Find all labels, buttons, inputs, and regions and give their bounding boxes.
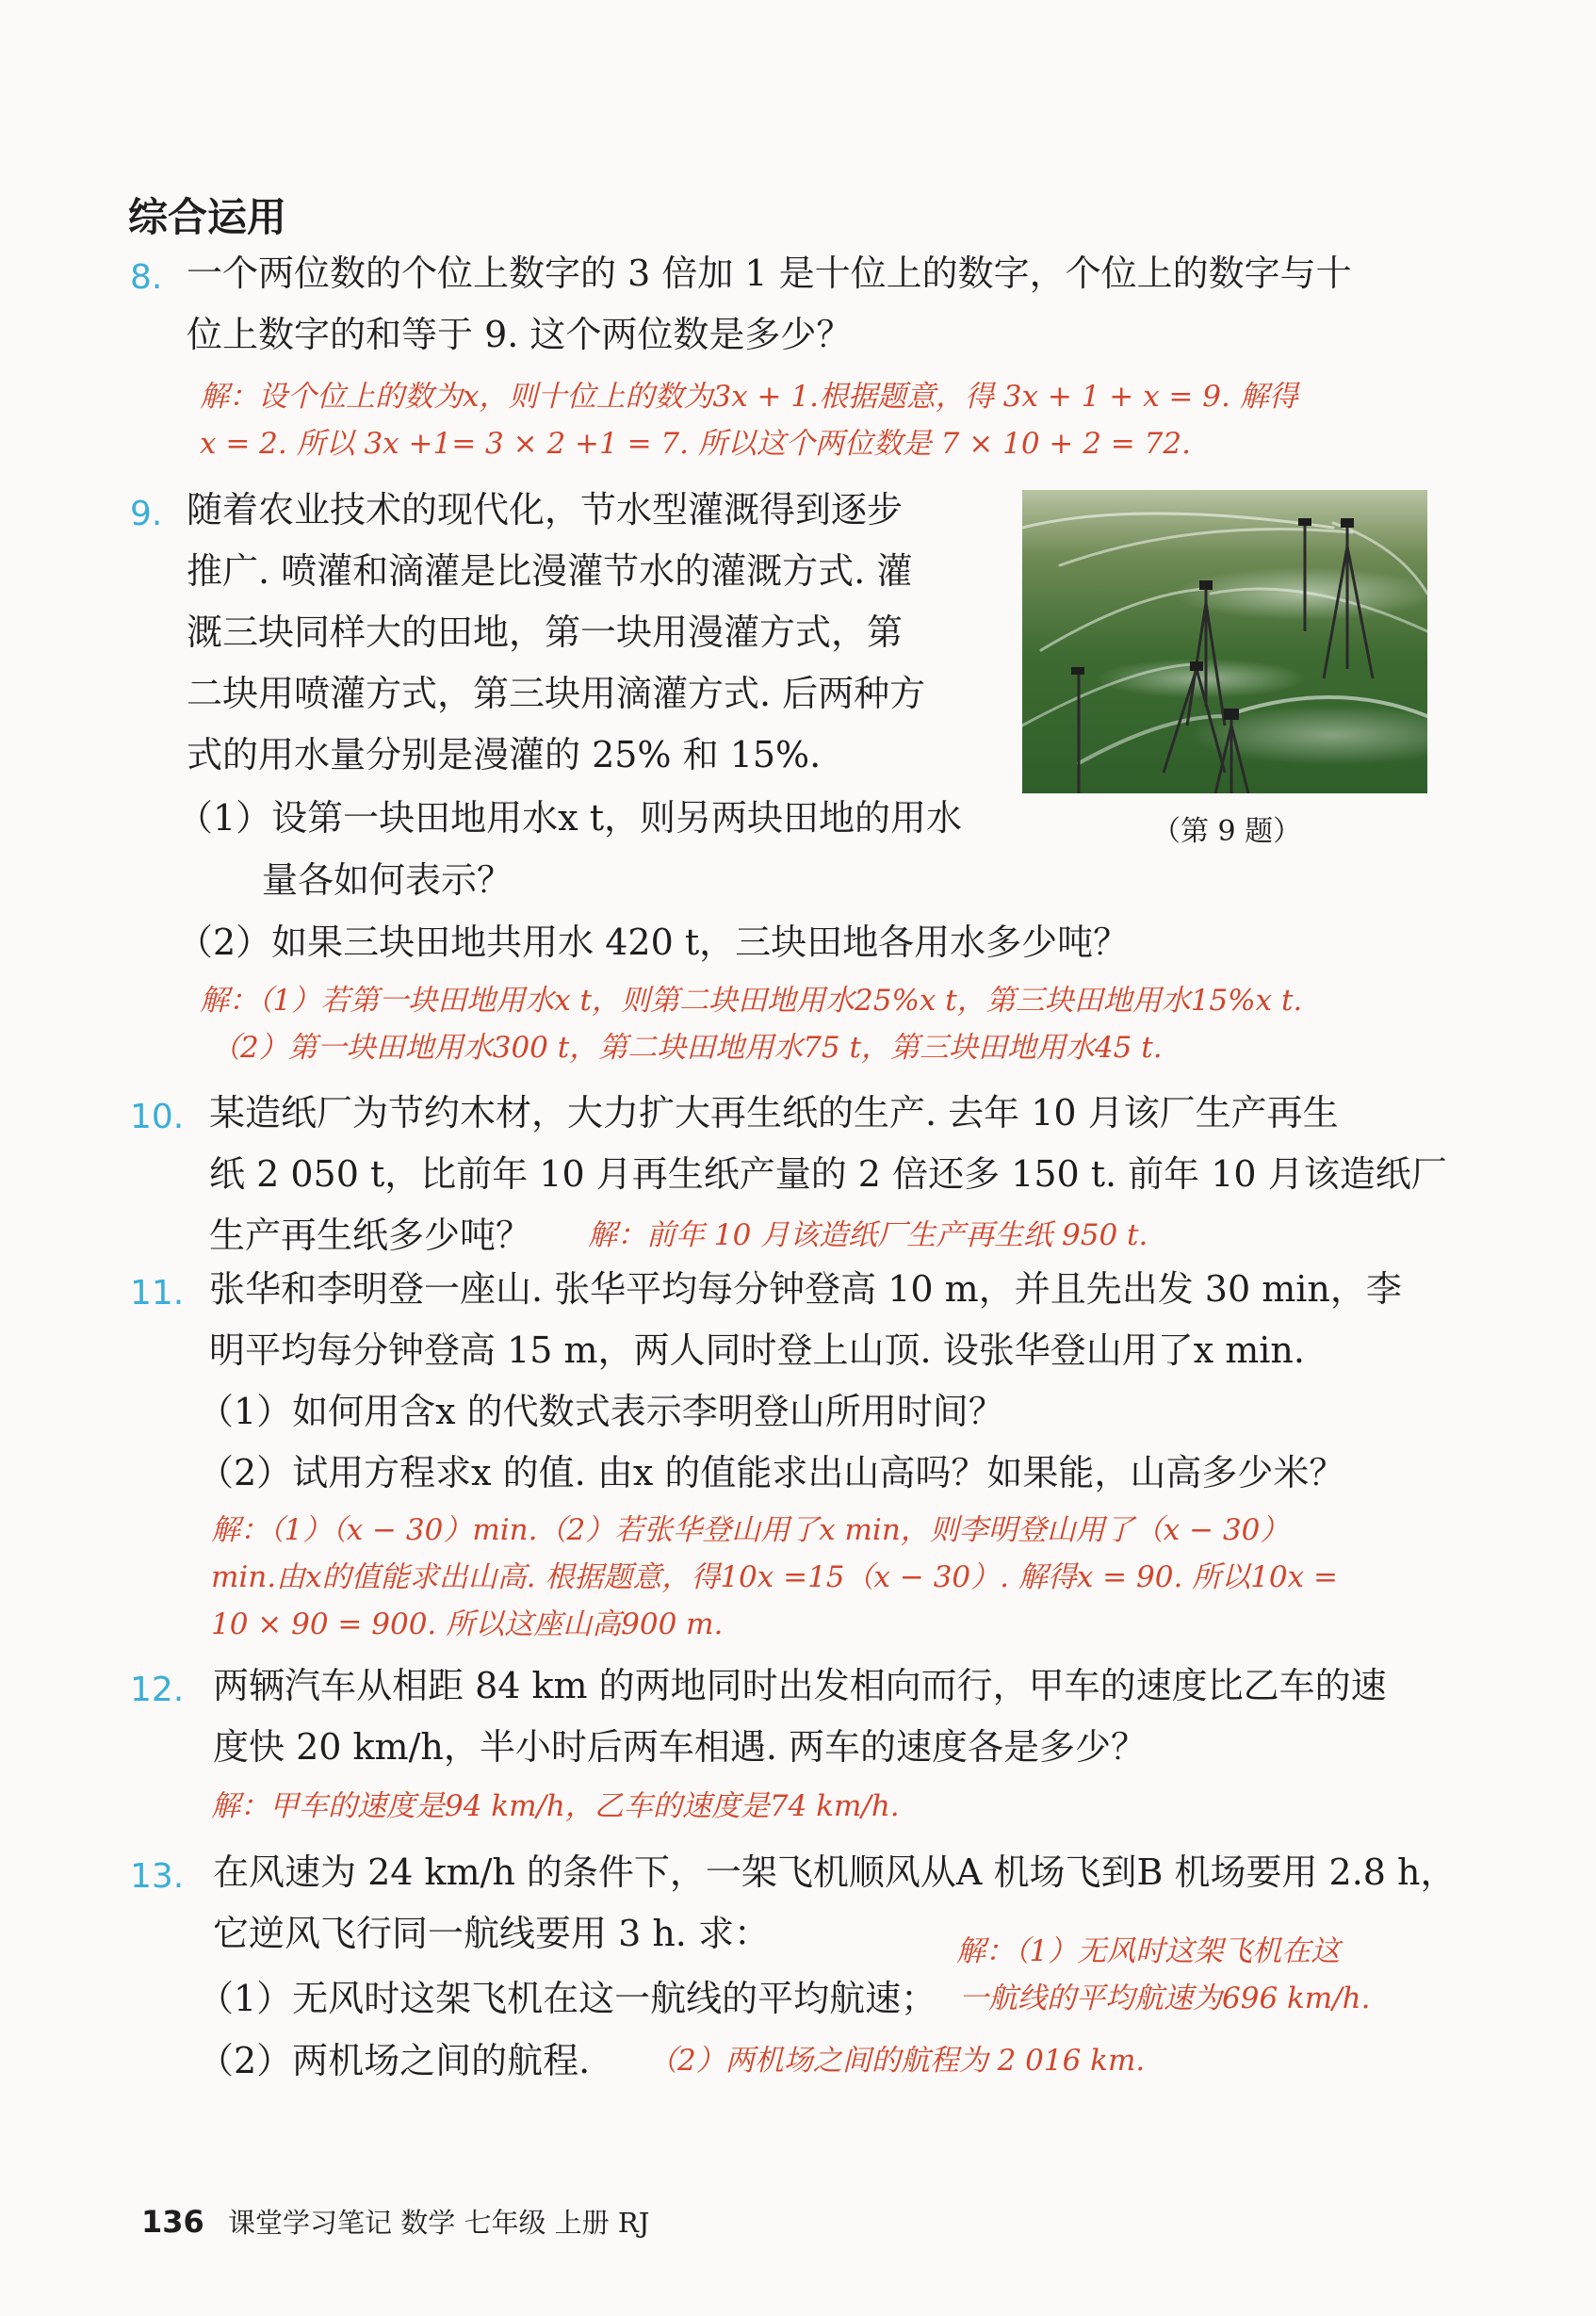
book-title: 课堂学习笔记 数学 七年级 上册 RJ [228, 2207, 650, 2239]
answer-line: （2）两机场之间的航程为 2 016 km. [648, 2044, 1146, 2078]
answer-line: 解：设个位上的数为x，则十位上的数为3x + 1.根据题意，得 3x + 1 + x = 9. 解得 [200, 380, 1298, 414]
problem-text-line: 度快 20 km/h，半小时后两车相遇. 两车的速度各是多少？ [213, 1726, 1148, 1768]
problem-text-line: 明平均每分钟登高 15 m，两人同时登上山顶. 设张华登山用了x min. [209, 1329, 1305, 1371]
problem-text-line: 式的用水量分别是漫灌的 25% 和 15%. [187, 734, 822, 775]
irrigation-photo [1022, 490, 1427, 793]
problem-text-line: 随着农业技术的现代化，节水型灌溉得到逐步 [187, 489, 904, 530]
problem-text-line: 位上数字的和等于 9. 这个两位数是多少？ [187, 314, 853, 355]
problem-text-line: 某造纸厂为节约木材，大力扩大再生纸的生产. 去年 10 月该厂生产再生 [209, 1092, 1339, 1134]
answer-line: （2）第一块田地用水300 t，第二块田地用水75 t，第三块田地用水45 t. [211, 1031, 1163, 1065]
subquestion-1: （1）无风时这架飞机在这一航线的平均航速； [198, 1978, 937, 2019]
problem-number: 10. [130, 1098, 185, 1136]
problem-text-line: 张华和李明登一座山. 张华平均每分钟登高 10 m，并且先出发 30 min，李 [209, 1268, 1402, 1310]
figure-caption: （第 9 题） [1152, 815, 1302, 848]
problem-text-line: 纸 2 050 t，比前年 10 月再生纸产量的 2 倍还多 150 t. 前年 10 月该造纸厂 [209, 1153, 1447, 1195]
problem-number: 8. [130, 258, 163, 297]
subquestion-2: （2）两机场之间的航程. [198, 2040, 591, 2081]
problem-number: 13. [130, 1857, 185, 1896]
problem-text-line: 它逆风飞行同一航线要用 3 h. 求： [213, 1913, 770, 1954]
answer-line: x = 2. 所以 3x +1= 3 × 2 +1 = 7. 所以这个两位数是 7 × 10 + 2 = 72. [200, 427, 1191, 461]
problem-text-line: 在风速为 24 km/h 的条件下，一架飞机顺风从A 机场飞到B 机场要用 2.8 h， [213, 1851, 1457, 1893]
answer-line: 解：（1）无风时这架飞机在这 [956, 1934, 1341, 1968]
problem-text-line: 溉三块同样大的田地，第一块用漫灌方式，第 [187, 612, 904, 653]
answer-line: 解：（1）（x − 30）min.（2）若张华登山用了x min，则李明登山用了（x − 30） [211, 1513, 1290, 1547]
subquestion-1-continued: 量各如何表示？ [262, 859, 513, 901]
section-title: 综合运用 [128, 194, 287, 240]
problem-text-line: 生产再生纸多少吨？ [209, 1215, 532, 1256]
answer-line: 解：甲车的速度是94 km/h，乙车的速度是74 km/h. [211, 1789, 900, 1823]
subquestion-1: （1）设第一块田地用水x t，则另两块田地的用水 [177, 797, 962, 839]
answer-line: 解：前年 10 月该造纸厂生产再生纸 950 t. [588, 1218, 1148, 1252]
page-footer [141, 2202, 649, 2241]
problem-number: 11. [130, 1274, 185, 1313]
page-number: 136 [141, 2204, 204, 2240]
problem-text-line: 两辆汽车从相距 84 km 的两地同时出发相向而行，甲车的速度比乙车的速 [213, 1665, 1387, 1706]
answer-line: min.由x的值能求出山高. 根据题意，得10x =15（x − 30）. 解得x = 90. 所以10x = [211, 1560, 1338, 1594]
problem-text-line: 二块用喷灌方式，第三块用滴灌方式. 后两种方 [187, 673, 926, 714]
subquestion-2: （2）如果三块田地共用水 420 t，三块田地各用水多少吨？ [177, 922, 1130, 963]
problem-number: 9. [130, 495, 163, 533]
problem-text-line: 一个两位数的个位上数字的 3 倍加 1 是十位上的数字，个位上的数字与十 [187, 253, 1352, 294]
answer-line: 10 × 90 = 900. 所以这座山高900 m. [211, 1607, 724, 1641]
problem-number: 12. [130, 1671, 185, 1709]
answer-line: 一航线的平均航速为696 km/h. [959, 1982, 1371, 2015]
subquestion-1: （1）如何用含x 的代数式表示李明登山所用时间？ [198, 1391, 1004, 1432]
answer-line: 解：（1）若第一块田地用水x t，则第二块田地用水25%x t，第三块田地用水15%x t. [200, 984, 1303, 1018]
subquestion-2: （2）试用方程求x 的值. 由x 的值能求出山高吗？如果能，山高多少米？ [198, 1452, 1345, 1493]
problem-text-line: 推广. 喷灌和滴灌是比漫灌节水的灌溉方式. 灌 [187, 550, 913, 592]
